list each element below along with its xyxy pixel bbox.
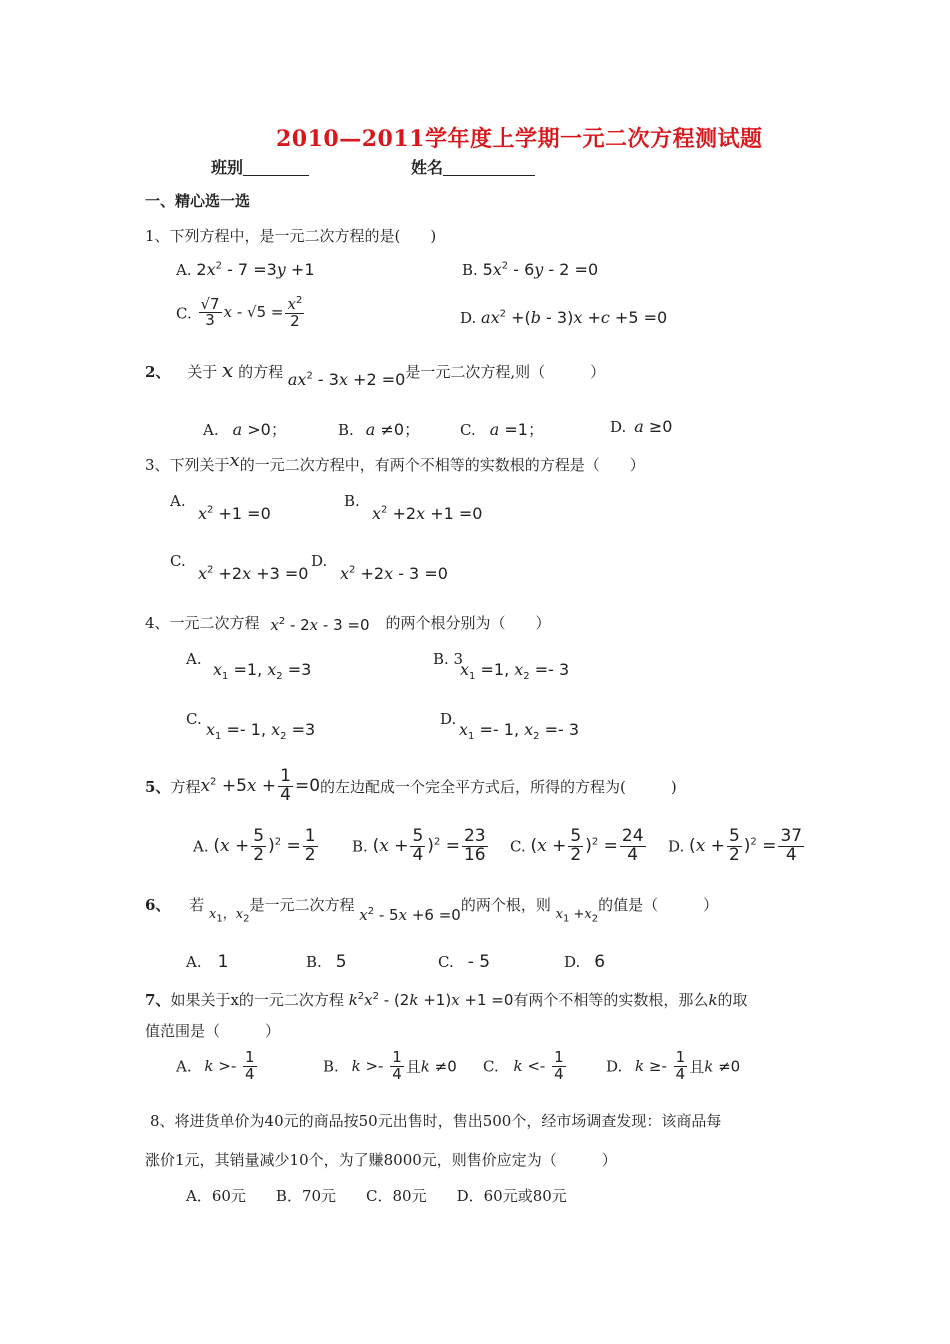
- q3-b-formula: $x^2 +2x +1 =0$: [372, 504, 483, 523]
- q1-c-formula: $\frac{√7}{3}$ x - √5 = $\frac{x^2}{2}$: [200, 294, 303, 330]
- q4-d-formula: $x_1 =- 1$, $x_2 =- 3$: [459, 720, 580, 743]
- q5-option-c[interactable]: C. (x + $\frac{5}{2}$ )$^2$ = $\frac{24}{4}$: [510, 826, 644, 865]
- q7-option-a[interactable]: A. k >- $\frac{1}{4}$: [176, 1048, 255, 1083]
- q6-formula: $x^2 - 5x +6 =0$: [359, 906, 461, 924]
- class-blank[interactable]: [243, 159, 309, 176]
- q5-formula: $x^2 +5x$ + $\frac{1}{4}$ =0: [200, 766, 321, 805]
- q4-option-a[interactable]: A.: [186, 650, 202, 668]
- question-8-line1: 8、将进货单价为40元的商品按50元出售时，售出500个，经市场调查发现：该商品每: [150, 1112, 722, 1130]
- q1-option-b[interactable]: B. $5x^2 - 6y - 2 =0$: [462, 260, 599, 279]
- q1-option-a[interactable]: A. $2x^2 - 7 =3y +1$: [176, 260, 315, 279]
- q3-a-formula: $x^2 +1 =0$: [198, 504, 271, 523]
- question-3-stem: 3、下列关于x的一元二次方程中，有两个不相等的实数根的方程是（ ）: [145, 450, 645, 474]
- q1-option-c[interactable]: C. $\frac{√7}{3}$ x - √5 = $\frac{x^2}{2}$: [176, 296, 306, 330]
- q4-option-b[interactable]: B. 3: [433, 650, 464, 668]
- q7-option-b[interactable]: B. k >- $\frac{1}{4}$ 且k ≠0: [323, 1048, 457, 1083]
- q7-option-c[interactable]: C. k <- $\frac{1}{4}$: [483, 1048, 564, 1083]
- question-7-stem: 7、如果关于x的一元二次方程 $k^2x^2 - (2k +1)x +1 =0$有两个不相等的实数根，那么k的取: [145, 991, 748, 1009]
- q3-c-formula: $x^2 +2x +3 =0$: [198, 564, 309, 583]
- class-field: [211, 155, 309, 178]
- q3-option-a[interactable]: A.: [170, 492, 186, 510]
- q5-option-d[interactable]: D. (x + $\frac{5}{2}$ )$^2$ = $\frac{37}{4}$: [668, 826, 803, 865]
- q4-formula: $x^2 - 2x - 3 =0$: [270, 616, 370, 634]
- q4-option-c[interactable]: C.: [186, 710, 202, 728]
- q4-b-formula: $x_1 =1$, $x_2 =- 3$: [460, 660, 570, 683]
- q4-a-formula: $x_1 =1$, $x_2 =3$: [213, 660, 312, 683]
- question-4-stem: 4、一元二次方程 $x^2 - 2x - 3 =0$ 的两个根分别为（ ）: [145, 614, 551, 634]
- class-label: 班别: [211, 158, 244, 177]
- q2-option-c[interactable]: C. a =1；: [460, 420, 544, 439]
- q6-option-a[interactable]: A. 1: [186, 952, 229, 972]
- question-6-stem: 6、 若 $x_1$，$x_2$是一元二次方程 $x^2 - 5x +6 =0$的两个根，则 $x_1 +x_2$的值是（ ）: [145, 896, 719, 925]
- q4-option-d[interactable]: D.: [440, 710, 457, 728]
- q7-formula: $k^2x^2 - (2k +1)x +1 =0$: [348, 991, 514, 1009]
- q6-option-d[interactable]: D. 6: [564, 952, 606, 972]
- section-heading: 一、精心选一选: [145, 192, 251, 210]
- q3-option-c[interactable]: C.: [170, 552, 186, 570]
- q2-option-a[interactable]: A. a >0；: [203, 420, 287, 439]
- question-5-stem: 5、方程$x^2 +5x$ + $\frac{1}{4}$ =0的左边配成一个完全平方式后，所得的方程为( ): [145, 766, 677, 805]
- q2-option-b[interactable]: B. a ≠0；: [338, 420, 421, 439]
- q1-b-formula: $5x^2 - 6y - 2 =0$: [482, 260, 599, 279]
- question-8-line2: 涨价1元，其销量减少10个，为了赚8000元，则售价应定为（ ）: [145, 1151, 617, 1169]
- name-field: [411, 155, 535, 178]
- q3-option-b[interactable]: B.: [344, 492, 360, 510]
- question-1-stem: 1、下列方程中，是一元二次方程的是( ): [145, 227, 437, 245]
- question-2-stem: 2、 关于 x 的方程 $ax^2 - 3x +2 =0$是一元二次方程,则（ ）: [145, 358, 606, 389]
- q6-option-c[interactable]: C. - 5: [438, 952, 491, 972]
- q8-options[interactable]: A．60元 B．70元 C．80元 D．60元或80元: [186, 1187, 567, 1205]
- q1-option-d[interactable]: D. $ax^2 +(b - 3)x +c +5 =0$: [460, 308, 668, 327]
- q2-formula: $ax^2 - 3x +2 =0$: [287, 370, 406, 389]
- q3-option-d[interactable]: D.: [311, 552, 328, 570]
- q5-option-a[interactable]: A. (x + $\frac{5}{2}$ )$^2$ = $\frac{1}{2}$: [193, 826, 316, 865]
- q5-option-b[interactable]: B. (x + $\frac{5}{4}$ )$^2$ = $\frac{23}{16}$: [352, 826, 486, 865]
- q2-option-d[interactable]: D. a ≥0: [610, 417, 673, 436]
- q3-d-formula: $x^2 +2x - 3 =0$: [340, 564, 448, 583]
- question-7-line2: 值范围是（ ）: [145, 1022, 281, 1040]
- name-blank[interactable]: [443, 159, 535, 176]
- q4-c-formula: $x_1 =- 1$, $x_2 =3$: [206, 720, 316, 743]
- name-label: 姓名: [411, 158, 444, 177]
- q7-option-d[interactable]: D. k ≥- $\frac{1}{4}$ 且k ≠0: [606, 1048, 741, 1083]
- q1-d-formula: $ax^2 +(b - 3)x +c +5 =0$: [481, 308, 668, 327]
- q6-option-b[interactable]: B. 5: [306, 952, 347, 972]
- q1-a-formula: $2x^2 - 7 =3y +1$: [196, 260, 315, 279]
- page-title: 2010—2011学年度上学期一元二次方程测试题: [276, 126, 763, 152]
